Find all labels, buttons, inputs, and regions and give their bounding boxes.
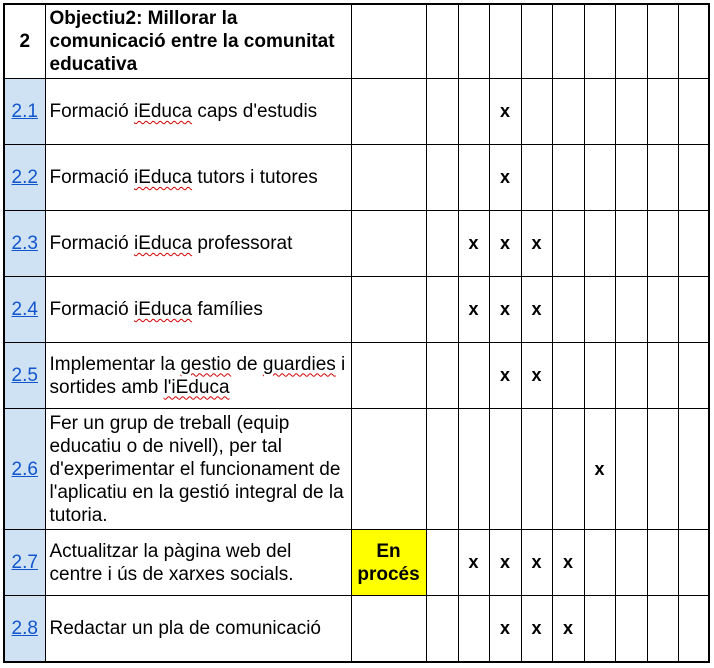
status-cell bbox=[351, 409, 426, 530]
mark-cell-checked: x bbox=[489, 211, 521, 277]
mark-cell-checked: x bbox=[489, 145, 521, 211]
mark-cell bbox=[458, 145, 489, 211]
mark-cell bbox=[521, 145, 552, 211]
mark-cell-checked: x bbox=[521, 530, 552, 596]
row-description: Implementar la gestio de guardies i sortides amb l'iEduca bbox=[45, 343, 351, 409]
mark-cell bbox=[552, 211, 584, 277]
table-row bbox=[4, 530, 709, 596]
status-cell bbox=[351, 211, 426, 277]
row-number-link[interactable]: 2.8 bbox=[11, 617, 38, 639]
mark-cell bbox=[584, 277, 615, 343]
mark-cell-checked: x bbox=[552, 596, 584, 662]
mark-cell bbox=[552, 409, 584, 530]
row-number-cell bbox=[4, 211, 45, 277]
row-number-link[interactable]: 2.7 bbox=[11, 552, 38, 573]
mark-cell bbox=[458, 596, 489, 662]
table-row bbox=[4, 343, 709, 409]
row-description: Actualitzar la pàgina web del centre i ús de xarxes socials. bbox=[45, 530, 351, 596]
mark-cell bbox=[615, 530, 647, 596]
mark-cell bbox=[678, 79, 709, 145]
mark-cell bbox=[552, 343, 584, 409]
mark-cell bbox=[584, 145, 615, 211]
mark-cell bbox=[678, 409, 709, 530]
mark-cell-checked: x bbox=[458, 530, 489, 596]
row-description: Redactar un pla de comunicació bbox=[45, 596, 351, 662]
mark-cell bbox=[426, 530, 458, 596]
grid-header-cell bbox=[426, 4, 458, 79]
row-number-link[interactable]: 2.5 bbox=[11, 365, 38, 386]
mark-cell bbox=[584, 79, 615, 145]
status-badge: En procés bbox=[351, 530, 426, 596]
row-number-link[interactable]: 2.3 bbox=[11, 233, 38, 254]
row-number-cell bbox=[4, 596, 45, 662]
mark-cell bbox=[615, 79, 647, 145]
status-cell bbox=[351, 343, 426, 409]
row-description: Formació iEduca caps d'estudis bbox=[45, 79, 351, 145]
status-cell bbox=[351, 277, 426, 343]
mark-cell bbox=[678, 145, 709, 211]
mark-cell bbox=[426, 79, 458, 145]
mark-cell bbox=[552, 79, 584, 145]
mark-cell bbox=[458, 343, 489, 409]
grid-header-cell bbox=[615, 4, 647, 79]
mark-cell bbox=[584, 343, 615, 409]
mark-cell bbox=[426, 596, 458, 662]
table-row bbox=[4, 145, 709, 211]
mark-cell bbox=[678, 596, 709, 662]
header-row bbox=[4, 4, 709, 79]
row-number-cell bbox=[4, 277, 45, 343]
mark-cell bbox=[647, 530, 678, 596]
mark-cell-checked: x bbox=[489, 596, 521, 662]
mark-cell bbox=[426, 343, 458, 409]
status-header-cell bbox=[351, 4, 426, 79]
row-number-cell bbox=[4, 409, 45, 530]
row-number-link[interactable]: 2.6 bbox=[11, 458, 38, 480]
mark-cell bbox=[678, 211, 709, 277]
mark-cell bbox=[647, 596, 678, 662]
grid-header-cell bbox=[489, 4, 521, 79]
row-description: Formació iEduca famílies bbox=[45, 277, 351, 343]
row-number-link[interactable]: 2.4 bbox=[11, 299, 38, 320]
table-row bbox=[4, 596, 709, 662]
mark-cell bbox=[615, 277, 647, 343]
mark-cell-checked: x bbox=[521, 277, 552, 343]
mark-cell bbox=[615, 409, 647, 530]
mark-cell bbox=[678, 277, 709, 343]
grid-header-cell bbox=[647, 4, 678, 79]
mark-cell bbox=[521, 409, 552, 530]
mark-cell bbox=[678, 530, 709, 596]
mark-cell bbox=[647, 79, 678, 145]
mark-cell bbox=[647, 145, 678, 211]
row-description: Formació iEduca professorat bbox=[45, 211, 351, 277]
mark-cell bbox=[489, 409, 521, 530]
mark-cell-checked: x bbox=[521, 211, 552, 277]
status-cell bbox=[351, 79, 426, 145]
mark-cell-checked: x bbox=[489, 277, 521, 343]
mark-cell bbox=[426, 145, 458, 211]
mark-cell-checked: x bbox=[458, 277, 489, 343]
mark-cell-checked: x bbox=[489, 79, 521, 145]
mark-cell-checked: x bbox=[458, 211, 489, 277]
mark-cell bbox=[647, 343, 678, 409]
mark-cell-checked: x bbox=[489, 530, 521, 596]
objective-number: 2 bbox=[4, 4, 45, 79]
grid-header-cell bbox=[521, 4, 552, 79]
mark-cell-checked: x bbox=[521, 343, 552, 409]
mark-cell bbox=[521, 79, 552, 145]
status-cell bbox=[351, 145, 426, 211]
table-row bbox=[4, 409, 709, 530]
mark-cell bbox=[426, 277, 458, 343]
table-row bbox=[4, 79, 709, 145]
grid-header-cell bbox=[552, 4, 584, 79]
mark-cell-checked: x bbox=[552, 530, 584, 596]
mark-cell bbox=[552, 277, 584, 343]
mark-cell bbox=[615, 596, 647, 662]
mark-cell bbox=[584, 530, 615, 596]
mark-cell bbox=[458, 79, 489, 145]
mark-cell bbox=[584, 211, 615, 277]
row-number-cell bbox=[4, 79, 45, 145]
grid-header-cell bbox=[678, 4, 709, 79]
status-cell bbox=[351, 596, 426, 662]
mark-cell bbox=[552, 145, 584, 211]
grid-header-cell bbox=[458, 4, 489, 79]
row-description: Formació iEduca tutors i tutores bbox=[45, 145, 351, 211]
row-number-link[interactable]: 2.1 bbox=[11, 101, 38, 122]
table-row bbox=[4, 277, 709, 343]
row-number-link[interactable]: 2.2 bbox=[11, 167, 38, 188]
mark-cell bbox=[678, 343, 709, 409]
mark-cell bbox=[647, 211, 678, 277]
mark-cell bbox=[458, 409, 489, 530]
mark-cell-checked: x bbox=[521, 596, 552, 662]
mark-cell bbox=[615, 145, 647, 211]
table-row bbox=[4, 211, 709, 277]
mark-cell-checked: x bbox=[489, 343, 521, 409]
mark-cell bbox=[426, 211, 458, 277]
row-number-cell bbox=[4, 145, 45, 211]
objective-title: Objectiu2: Millorar la comunicació entre la comunitat educativa bbox=[45, 4, 351, 79]
objective-table bbox=[3, 3, 710, 663]
mark-cell bbox=[584, 596, 615, 662]
mark-cell bbox=[615, 211, 647, 277]
grid-header-cell bbox=[584, 4, 615, 79]
mark-cell bbox=[647, 277, 678, 343]
row-number-cell bbox=[4, 530, 45, 596]
mark-cell bbox=[647, 409, 678, 530]
row-number-cell bbox=[4, 343, 45, 409]
row-description: Fer un grup de treball (equip educatiu o de nivell), per tal d'experimentar el funcionament de l'aplicatiu en la gestió integral de la tutoria. bbox=[45, 409, 351, 530]
mark-cell bbox=[615, 343, 647, 409]
mark-cell-checked: x bbox=[584, 409, 615, 530]
mark-cell bbox=[426, 409, 458, 530]
